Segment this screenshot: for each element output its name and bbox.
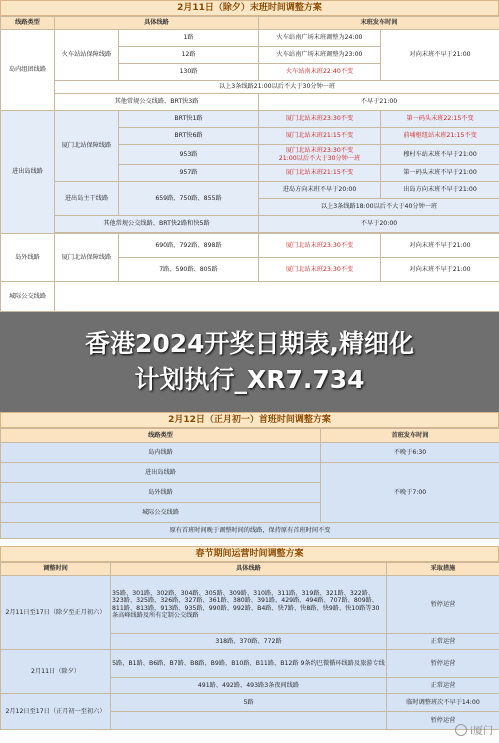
cell: 原有首班时间晚于调整时间的线路，保持原有首班时间不变 bbox=[1, 523, 499, 539]
sub-north-outer: 厦门北站保障线路 bbox=[55, 234, 119, 282]
cell: 岛内线路 bbox=[1, 443, 321, 463]
cell: 暂停运营 bbox=[387, 712, 499, 730]
table1 bbox=[0, 16, 499, 312]
cell: 7路、590路、805路 bbox=[119, 258, 259, 282]
sub-north: 厦门北站保障线路 bbox=[55, 111, 119, 182]
cell: 厦门北站末班23:30不变 bbox=[259, 111, 381, 128]
group-cross: 进出岛线路 bbox=[1, 111, 55, 234]
cell: 正常运营 bbox=[387, 634, 499, 650]
watermark-icon bbox=[455, 724, 467, 736]
table3-header-period: 调整时间 bbox=[1, 563, 111, 576]
cell: 对向末班不早于21:00 bbox=[381, 234, 499, 258]
cell: 岛外线路 bbox=[1, 483, 321, 503]
cell: 厦门北站末班23:30不变 bbox=[259, 234, 381, 258]
cell-line: 21:00以后不大于30分钟一班 bbox=[278, 154, 361, 162]
table1-header-time: 末班发车时间 bbox=[259, 17, 499, 30]
cell: 957路 bbox=[119, 165, 259, 182]
watermark-text: i厦门 bbox=[470, 726, 493, 737]
cell: 2月11日至17日（除夕至正月初六） bbox=[1, 576, 111, 650]
table3 bbox=[0, 562, 499, 730]
table1-header-route: 具体线路 bbox=[55, 17, 259, 30]
cell: 不早于21:00 bbox=[259, 94, 499, 111]
group-island: 岛内组团线路 bbox=[1, 30, 55, 111]
cell: 35路、301路、302路、304路、305路、309路、310路、311路、319路、321路、322路、323路、325路、326路、327路、361路、380路、391路、429路、494路、707路、809路、811路、813路、913路、935路、990路、992路、B4路、快7路、快8路、快9路、快10路等30条高峰线路及所有定制公交线路 bbox=[111, 576, 387, 634]
cell: 5路、B1路、B6路、B7路、B8路、B9路、B10路、B11路、B12路 9条约巴微循环线路及旅游专线 bbox=[111, 650, 387, 678]
cell: 正常运营 bbox=[387, 678, 499, 694]
cell: 不晚于6:30 bbox=[321, 443, 499, 463]
table3-header-action: 采取措施 bbox=[387, 563, 499, 576]
cell: 第一码头末班不早于21:00 bbox=[381, 165, 499, 182]
cell: 穆村车站末班不早于21:00 bbox=[381, 145, 499, 165]
cell: 对向末班不早于21:00 bbox=[381, 258, 499, 282]
table2-title: 2月12日（正月初一）首班时间调整方案 bbox=[0, 412, 499, 428]
group-outer: 岛外线路 bbox=[1, 234, 55, 282]
cell: 2月12日至17日（正月初一至初六） bbox=[1, 694, 111, 730]
cell: 厦门北站末班21:15不变 bbox=[259, 128, 381, 145]
cell: 城际公交线路 bbox=[1, 503, 321, 523]
cell: 659路、750路、855路 bbox=[119, 182, 259, 216]
cell: 318路、370路、772路 bbox=[111, 634, 387, 650]
cell bbox=[111, 712, 387, 730]
table2-header-type: 线路类型 bbox=[1, 429, 321, 443]
cell: BRT快1路 bbox=[119, 111, 259, 128]
cell: 不晚于7:00 bbox=[321, 463, 499, 523]
sub-trunk: 进出岛主干线路 bbox=[55, 182, 119, 216]
headline-overlay bbox=[0, 312, 499, 412]
headline-line-1: 香港2024开奖日期表,精细化 bbox=[84, 329, 415, 358]
cell: 第一码头末班22:15不变 bbox=[381, 111, 499, 128]
table3-title: 春节期间运营时间调整方案 bbox=[0, 546, 499, 562]
cell: 火车站南广场末班调整为24:00 bbox=[259, 30, 381, 47]
cell: 出岛方向末班不早于21:00 bbox=[381, 182, 499, 199]
cell: 厦门北站末班23:30不变 bbox=[259, 258, 381, 282]
watermark bbox=[455, 722, 493, 737]
cell: 以上3条线路21:00以后不大于30分钟一班 bbox=[55, 81, 499, 94]
cell: 130路 bbox=[119, 64, 259, 81]
cell: 1路 bbox=[119, 30, 259, 47]
cell: 临时调整班次不早于14:00 bbox=[387, 694, 499, 712]
table3-header-route: 具体线路 bbox=[111, 563, 387, 576]
group-intercity: 城际公交线路 bbox=[1, 282, 55, 312]
table1-header-type: 线路类型 bbox=[1, 17, 55, 30]
cell: 491路、492路、493路3条夜间线路 bbox=[111, 678, 387, 694]
cell: 暂停运营 bbox=[387, 650, 499, 678]
cell: 不早于20:00 bbox=[259, 216, 499, 233]
cell: 前埔枢纽站末班21:15不变 bbox=[381, 128, 499, 145]
cell bbox=[55, 282, 499, 312]
table2-header-time: 首班发车时间 bbox=[321, 429, 499, 443]
cell: 以上3条线路18:00以后不大于40分钟一班 bbox=[259, 199, 499, 216]
cell: 其他常规公交线路、BRT快3路 bbox=[55, 94, 259, 111]
cell: 火车站南末班22:40不变 bbox=[259, 64, 381, 81]
cell: 5路 bbox=[111, 694, 387, 712]
cell: 进出岛线路 bbox=[1, 463, 321, 483]
cell: 其他常规公交线路、BRT快2路和快5路 bbox=[55, 216, 259, 233]
headline-line-2: 计划执行_XR7.734 bbox=[134, 365, 365, 394]
cell: 12路 bbox=[119, 47, 259, 64]
cell: 690路、792路、898路 bbox=[119, 234, 259, 258]
cell: 对向末班不早于21:00 bbox=[381, 30, 499, 81]
table1-title: 2月11日（除夕）末班时间调整方案 bbox=[0, 0, 499, 16]
cell bbox=[259, 145, 381, 165]
cell-line: 厦门北站末班23:30不变 bbox=[285, 147, 354, 155]
sub-station: 火车站站保障线路 bbox=[55, 30, 119, 81]
cell: 2月11日（除夕） bbox=[1, 650, 111, 694]
cell: 暂停运营 bbox=[387, 576, 499, 634]
table2 bbox=[0, 428, 499, 539]
cell: 厦门北站末班21:15不变 bbox=[259, 165, 381, 182]
cell: 进岛方向末班不早于20:00 bbox=[259, 182, 381, 199]
cell: 953路 bbox=[119, 145, 259, 165]
cell: BRT快6路 bbox=[119, 128, 259, 145]
cell: 火车站南广场末班调整为23:00 bbox=[259, 47, 381, 64]
